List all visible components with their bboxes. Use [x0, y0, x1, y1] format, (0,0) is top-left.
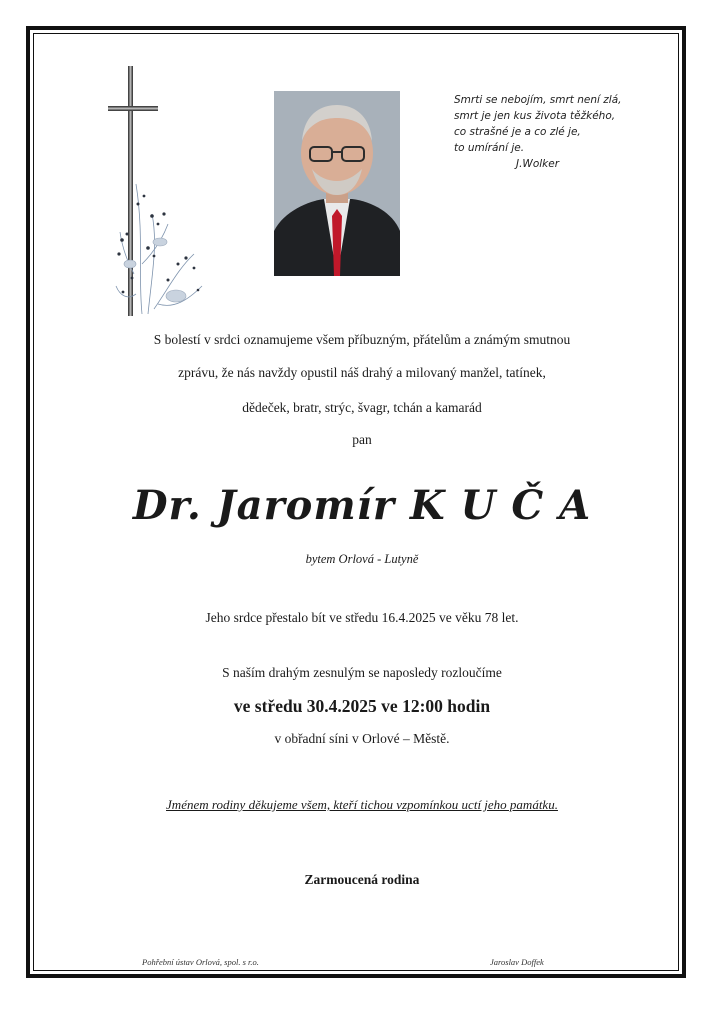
footer-funeral-home: Pohřební ústav Orlová, spol. s r.o. — [142, 957, 259, 967]
quote-block — [454, 92, 664, 172]
portrait-photo — [274, 91, 400, 276]
announcement-pan: pan — [352, 432, 372, 447]
announcement-line: S bolestí v srdci oznamujeme všem příbuzným, přátelům a známým smutnou — [153, 332, 571, 347]
signature: Zarmoucená rodina — [304, 872, 420, 887]
quote-author: J.Wolker — [516, 158, 560, 170]
death-notice: Jeho srdce přestalo bít ve středu 16.4.2025 ve věku 78 let. — [205, 610, 519, 625]
ceremony-place: v obřadní síni v Orlové – Městě. — [274, 731, 450, 746]
thanks-note: Jménem rodiny děkujeme všem, kteří tichou vzpomínkou uctí jeho památku. — [166, 797, 558, 812]
announcement-line: zprávu, že nás navždy opustil náš drahý a milovaný manžel, tatínek, — [178, 365, 546, 380]
quote-line: co strašné je a co zlé je, — [454, 126, 581, 138]
deceased-residence: bytem Orlová - Lutyně — [305, 552, 419, 566]
quote-line: to umírání je. — [454, 142, 525, 154]
deceased-name: Dr. Jaromír K U Č A — [132, 482, 592, 529]
quote-line: Smrti se nebojím, smrt není zlá, — [454, 94, 622, 106]
ceremony-intro: S naším drahým zesnulým se naposledy rozloučíme — [222, 665, 502, 680]
announcement-line: dědeček, bratr, strýc, švagr, tchán a kamarád — [242, 400, 482, 415]
cross-with-flowers-icon — [108, 64, 212, 320]
ceremony-datetime: ve středu 30.4.2025 ve 12:00 hodin — [233, 696, 491, 716]
footer-author: Jaroslav Doffek — [490, 957, 544, 967]
quote-line: smrt je jen kus života těžkého, — [454, 110, 616, 122]
